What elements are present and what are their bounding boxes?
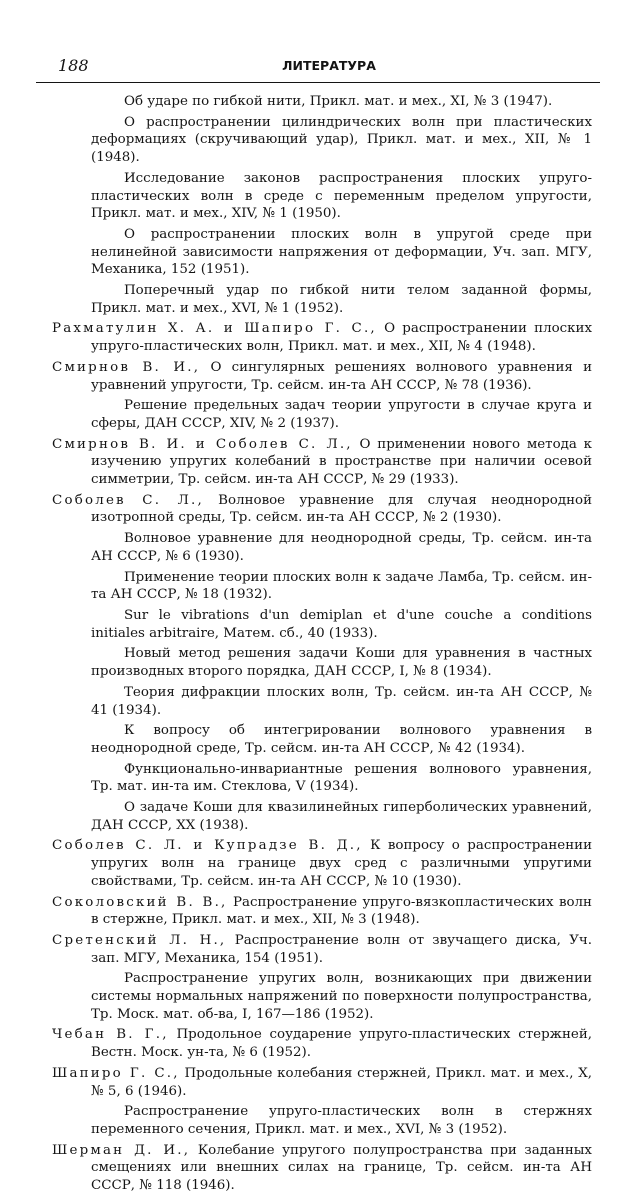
reference-entry bbox=[52, 1065, 592, 1100]
reference-line bbox=[52, 114, 592, 167]
reference-text: Поперечный удар по гибкой нити телом заданной формы, Прикл. мат. и мех., XVI, № 1 (1952). bbox=[91, 283, 592, 316]
reference-line bbox=[52, 93, 592, 111]
reference-text: О распространении плоских упруго-пластических волн, Прикл. мат. и мех., XII, № 4 (1948). bbox=[91, 321, 592, 355]
reference-text: Новый метод решения задачи Коши для уравнения в частных производных второго порядка, ДАН СССР, I, № 8 (1934). bbox=[91, 646, 592, 680]
reference-text: Об ударе по гибкой нити, Прикл. мат. и мех., XI, № 3 (1947). bbox=[124, 94, 553, 109]
reference-line bbox=[52, 530, 592, 565]
reference-text: Продольное соударение упруго-пластических стержней, Вестн. Моск. ун-та, № 6 (1952). bbox=[91, 1027, 593, 1061]
running-header bbox=[58, 56, 600, 78]
reference-author: Соколовский В. В., bbox=[52, 894, 228, 910]
reference-entry bbox=[52, 722, 592, 757]
reference-author: Шапиро Г. С., bbox=[52, 1065, 180, 1081]
reference-text: О применении нового метода к изучению упругих колебаний в пространстве при наличии осевой симметрии, Тр. сейсм. ин-та АН СССР, № 29 (1933). bbox=[91, 436, 592, 488]
reference-author: Соболев С. Л. и Купрадзе В. Д., bbox=[52, 838, 363, 854]
reference-line bbox=[52, 226, 592, 279]
reference-text: Продольные колебания стержней, Прикл. мат. и мех., X, № 5, 6 (1946). bbox=[91, 1065, 593, 1099]
reference-text: Функционально-инвариантные решения волнового уравнения, Тр. мат. ин-та им. Стеклова, V (1934). bbox=[91, 761, 592, 795]
reference-entry bbox=[52, 970, 592, 1023]
reference-entry bbox=[52, 320, 592, 355]
reference-line bbox=[52, 436, 592, 489]
reference-line bbox=[52, 722, 592, 757]
reference-author: Сретенский Л. Н., bbox=[52, 932, 227, 948]
reference-author: Смирнов В. И., bbox=[52, 359, 201, 375]
reference-line bbox=[52, 932, 592, 967]
reference-entry bbox=[52, 226, 592, 279]
reference-line bbox=[52, 359, 592, 394]
reference-entry bbox=[52, 93, 592, 111]
reference-author: Чебан В. Г., bbox=[52, 1027, 169, 1043]
reference-line bbox=[52, 970, 592, 1023]
reference-entry bbox=[52, 397, 592, 432]
reference-author: Смирнов В. И. и Соболев С. Л., bbox=[52, 436, 353, 452]
reference-line bbox=[52, 1065, 592, 1100]
reference-entry bbox=[52, 894, 592, 929]
reference-line bbox=[52, 320, 592, 355]
reference-entry bbox=[52, 837, 592, 890]
reference-line bbox=[52, 170, 592, 223]
reference-line bbox=[52, 799, 592, 834]
reference-text: Решение предельных задач теории упругости в случае круга и сферы, ДАН СССР, XIV, № 2 (1937). bbox=[91, 398, 592, 431]
reference-list bbox=[52, 93, 592, 1195]
reference-line bbox=[52, 1026, 592, 1061]
reference-line bbox=[52, 569, 592, 604]
reference-line bbox=[52, 607, 592, 642]
reference-author: Рахматулин Х. А. и Шапиро Г. С., bbox=[52, 321, 377, 337]
reference-line bbox=[52, 761, 592, 796]
reference-entry bbox=[52, 492, 592, 527]
reference-entry bbox=[52, 170, 592, 223]
reference-entry bbox=[52, 530, 592, 565]
reference-text: Распространение упругих волн, возникающих при движении системы нормальных напряжений по поверхности полупространства, Тр. Моск. мат. об-ва, I, 167—186 (1952). bbox=[91, 971, 592, 1022]
reference-entry bbox=[52, 282, 592, 317]
reference-line bbox=[52, 645, 592, 680]
reference-author: Шерман Д. И., bbox=[52, 1142, 191, 1158]
reference-text: Распространение волн от звучащего диска, Уч. зап. МГУ, Механика, 154 (1951). bbox=[91, 932, 592, 966]
reference-text: О распространении цилиндрических волн при пластических деформациях (скручивающий удар), Прикл. мат. и мех., XII, № 1 (1948). bbox=[91, 114, 592, 166]
section-title: ЛИТЕРАТУРА bbox=[282, 58, 376, 73]
reference-text: Sur le vibrations d'un demiplan et d'une couche a conditions initiales arbitraire, Матем. сб., 40 (1933). bbox=[91, 607, 592, 641]
reference-entry bbox=[52, 114, 592, 167]
page-number: 188 bbox=[58, 56, 89, 75]
reference-text: Колебание упругого полупространства при заданных смещениях или внешних силах на границе, Тр. сейсм. ин-та АН СССР, № 118 (1946). bbox=[91, 1142, 592, 1194]
reference-entry bbox=[52, 1103, 592, 1138]
reference-text: К вопросу о распространении упругих волн на границе двух сред с различными упругими свойствами, Тр. сейсм. ин-та АН СССР, № 10 (1930). bbox=[91, 838, 592, 889]
reference-entry bbox=[52, 436, 592, 489]
reference-text: Применение теории плоских волн к задаче Ламба, Тр. сейсм. ин-та АН СССР, № 18 (1932). bbox=[91, 569, 592, 603]
reference-line bbox=[52, 492, 592, 527]
reference-entry bbox=[52, 1026, 592, 1061]
reference-text: Распространение упруго-вязкопластических волн в стержне, Прикл. мат. и мех., XII, № 3 (1948). bbox=[91, 894, 592, 928]
reference-text: О распространении плоских волн в упругой среде при нелинейной зависимости напряжения от деформации, Уч. зап. МГУ, Механика, 152 (1951). bbox=[91, 226, 592, 278]
reference-entry bbox=[52, 569, 592, 604]
reference-line bbox=[52, 397, 592, 432]
reference-entry bbox=[52, 607, 592, 642]
reference-text: О сингулярных решениях волнового уравнения и уравнений упругости, Тр. сейсм. ин-та АН СССР, № 78 (1936). bbox=[91, 359, 592, 393]
reference-entry bbox=[52, 799, 592, 834]
reference-entry bbox=[52, 1142, 592, 1195]
reference-text: Волновое уравнение для случая неоднородной изотропной среды, Тр. сейсм. ин-та АН СССР, № 2 (1930). bbox=[91, 492, 592, 526]
reference-entry bbox=[52, 761, 592, 796]
reference-line bbox=[52, 894, 592, 929]
reference-text: Исследование законов распространения плоских упруго-пластических волн в среде с переменным пределом упругости, Прикл. мат. и мех., XIV, № 1 (1950). bbox=[91, 170, 592, 222]
reference-entry bbox=[52, 359, 592, 394]
reference-line bbox=[52, 837, 592, 890]
reference-line bbox=[52, 1103, 592, 1138]
reference-text: Теория дифракции плоских волн, Тр. сейсм. ин-та АН СССР, № 41 (1934). bbox=[91, 684, 592, 718]
reference-text: Распространение упруго-пластических волн в стержнях переменного сечения, Прикл. мат. и мех., XVI, № 3 (1952). bbox=[91, 1104, 592, 1137]
reference-entry bbox=[52, 684, 592, 719]
reference-entry bbox=[52, 932, 592, 967]
reference-entry bbox=[52, 645, 592, 680]
reference-text: О задаче Коши для квазилинейных гиперболических уравнений, ДАН СССР, XX (1938). bbox=[91, 800, 592, 833]
reference-text: К вопросу об интегрировании волнового уравнения в неоднородной среде, Тр. сейсм. ин-та АН СССР, № 42 (1934). bbox=[91, 723, 592, 756]
reference-author: Соболев С. Л., bbox=[52, 492, 204, 508]
header-rule bbox=[36, 82, 600, 83]
reference-line bbox=[52, 684, 592, 719]
reference-line bbox=[52, 1142, 592, 1195]
reference-text: Волновое уравнение для неоднородной среды, Тр. сейсм. ин-та АН СССР, № 6 (1930). bbox=[91, 531, 592, 564]
reference-line bbox=[52, 282, 592, 317]
